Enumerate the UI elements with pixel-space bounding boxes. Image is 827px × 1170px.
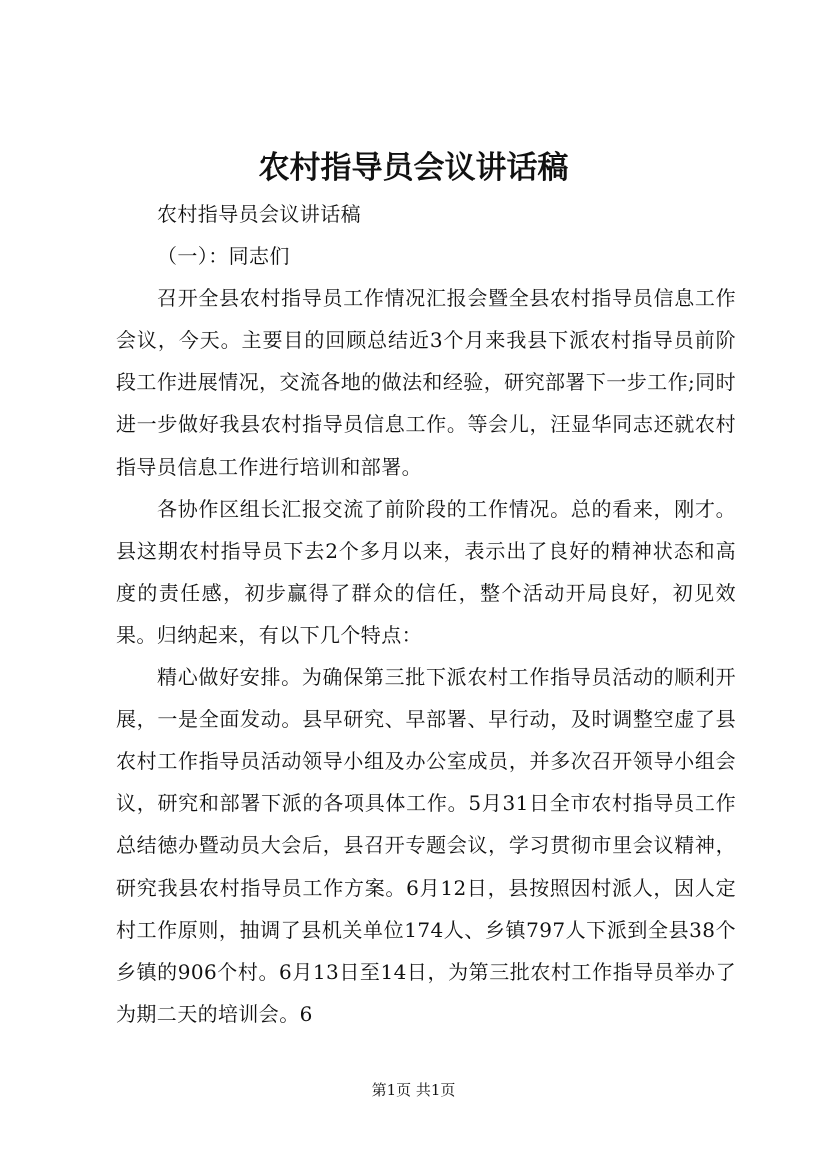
paragraph-intro: 召开全县农村指导员工作情况汇报会暨全县农村指导员信息工作会议，今天。主要目的回顾总结近3个月来我县下派农村指导员前阶段工作进展情况，交流各地的做法和经验，研究部署下一步工作;同时进一步做好我县农村指导员信息工作。等会儿，汪显华同志还就农村指导员信息工作进行培训和部署。 [116,286,736,479]
paragraph-salutation: （一）：同志们 [157,244,290,269]
document-body [116,193,736,1035]
paragraph-arrangement: 精心做好安排。为确保第三批下派农村工作指导员活动的顺利开展，一是全面发动。县早研究、早部署、早行动，及时调整空虚了县农村工作指导员活动领导小组及办公室成员，并多次召开领导小组会议，研究和部署下派的各项具体工作。5月31日全市农村指导员工作总结徳办暨动员大会后，县召开专题会议，学习贯彻市里会议精神，研究我县农村指导员工作方案。6月12日，县按照因村派人，因人定村工作原则，抽调了县机关单位174人、乡镇797人下派到全县38个乡镇的906个村。6月13日至14日，为第三批农村工作指导员举办了为期二天的培训会。6 [116,665,736,1026]
page-footer: 第1页 共1页 [371,1081,456,1099]
paragraph-summary: 各协作区组长汇报交流了前阶段的工作情况。总的看来，刚才。县这期农村指导员下去2个多月以来，表示出了良好的精神状态和高度的责任感，初步赢得了群众的信任，整个活动开局良好，初见效果。归纳起来，有以下几个特点： [116,496,736,647]
paragraph-subtitle: 农村指导员会议讲话稿 [157,202,361,226]
document-title: 农村指导员会议讲话稿 [258,150,569,186]
